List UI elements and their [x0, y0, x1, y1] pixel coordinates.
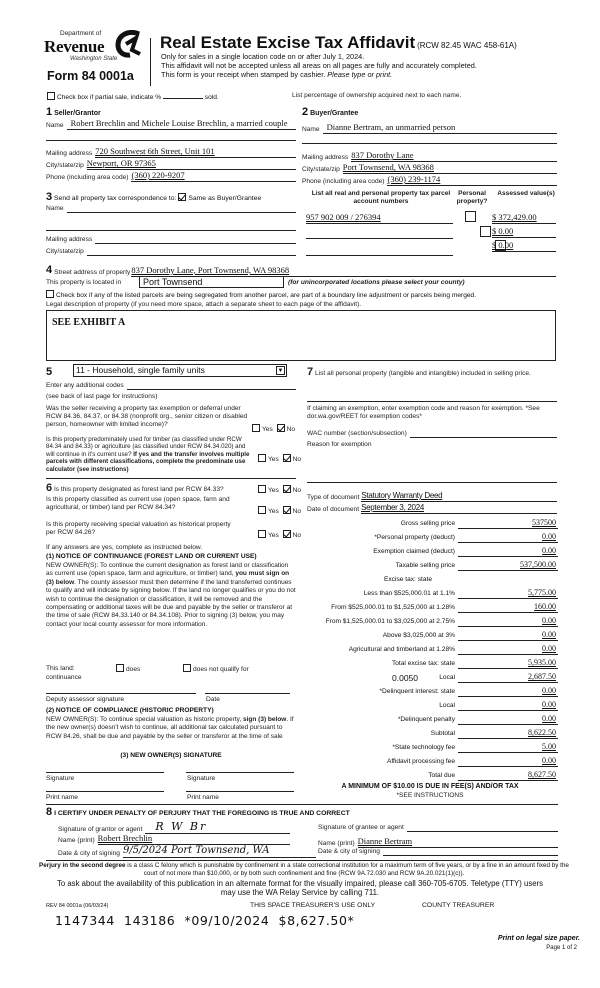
personal-property-checkbox-1[interactable]: [465, 211, 476, 222]
tier2-row: From $525,000.01 to $1,525,000 at 1.28% 160.00: [331, 602, 556, 612]
seller-section-title: 1 Seller/Grantor: [46, 106, 101, 118]
new-owner-signature-title: (3) NEW OWNER(S) SIGNATURE: [120, 752, 222, 759]
page-title: Real Estate Excise Tax Affidavit (RCW 82.45 WAC 458-61A): [160, 33, 517, 52]
reason-exemption-input[interactable]: [307, 482, 557, 483]
logo-agency: Revenue: [44, 37, 105, 56]
use-section-number: 5: [46, 366, 53, 378]
historical-no-checkbox[interactable]: [283, 530, 291, 538]
owner-signature-label-1: Signature: [46, 775, 75, 782]
parcel-number-1[interactable]: 957 902 009 / 276394: [306, 212, 453, 224]
section-divider-footer: [46, 860, 558, 861]
delinquent-interest-local-row: Local 0.00: [439, 700, 556, 710]
certify-title: 8 I CERTIFY UNDER PENALTY OF PERJURY THAT THE FOREGOING IS TRUE AND CORRECT: [46, 806, 350, 818]
personal-property-label: 7 List all personal property (tangible and intangible) included in selling price.: [307, 366, 531, 378]
seller-city-value: Newport, OR 97365: [86, 158, 156, 168]
forest-no-checkbox[interactable]: [283, 485, 291, 493]
buyer-city-value: Port Townsend, WA 98368: [342, 162, 434, 172]
tier4-row: Above $3,025,000 at 3% 0.00: [382, 630, 556, 640]
buyer-address-field[interactable]: Mailing address 837 Dorothy Lane: [302, 150, 557, 162]
total-state-tax[interactable]: 5,935.00: [528, 658, 556, 668]
legal-paper-note: Print on legal size paper.: [497, 935, 580, 942]
ownership-note: List percentage of ownership acquired next to each name.: [292, 92, 462, 99]
exemption-answer: Yes No: [252, 424, 295, 434]
located-in-select[interactable]: Port Townsend: [139, 276, 284, 288]
total-due[interactable]: 8,627.50: [528, 770, 556, 780]
document-type-value: Statutory Warranty Deed: [361, 491, 443, 500]
document-date-field[interactable]: Date of document September 3, 2024: [307, 503, 557, 514]
seller-city-field[interactable]: City/state/zip Newport, OR 97365: [46, 158, 296, 170]
assessed-value-1[interactable]: $ 372,429.00: [492, 212, 556, 224]
parcel-number-2[interactable]: [306, 229, 453, 239]
personal-col-header: Personal property?: [456, 190, 488, 205]
minimum-due-note: A MINIMUM OF $10.00 IS DUE IN FEE(S) AND/OR TAX: [341, 783, 519, 790]
timber-question: Is this property predominately used for timber (as classified under RCW 84.34 and 84.33) or agriculture (as classified under RCW 84.34.020) and will continue in it's current use? If yes and the transfer involves multiple parcels with different classifications, complete the predominate use calculator (see instructions): [46, 436, 250, 473]
section-divider: [46, 478, 296, 479]
assessed-col-header: Assessed value(s): [497, 190, 555, 197]
seller-name-line2[interactable]: [46, 140, 296, 141]
same-as-buyer-checkbox[interactable]: [178, 193, 186, 201]
tier1-value[interactable]: 5,775.00: [528, 588, 556, 598]
dropdown-arrow-icon[interactable]: ▼: [277, 368, 284, 374]
treasurer-stamp: 1147344 143186 *09/10/2024 $8,627.50*: [55, 913, 355, 928]
buyer-address-value: 837 Dorothy Lane: [351, 150, 414, 160]
logo-dept: Department of: [60, 30, 102, 37]
owner-signature-line-1[interactable]: [46, 772, 164, 773]
processing-fee-row: Affidavit processing fee 0.00: [386, 756, 556, 766]
deputy-signature-label: Deputy assessor signature: [46, 696, 125, 703]
correspondence-title: 3 Send all property tax correspondence to: Same as Buyer/Grantee: [46, 191, 262, 203]
seller-name-value: Robert Brechlin and Michele Louise Brechlin, a married couple: [70, 118, 288, 128]
timber-yes-checkbox[interactable]: [258, 454, 266, 462]
continuance-label: continuance: [46, 674, 82, 681]
owner-signature-label-2: Signature: [187, 775, 216, 782]
page-number: Page 1 of 2: [546, 945, 577, 951]
wac-number-field[interactable]: WAC number (section/subsection): [307, 430, 557, 438]
buyer-name-value: Dianne Bertram, an unmarried person: [326, 122, 456, 132]
owner-print-line-1[interactable]: [46, 791, 164, 792]
does-qualify-checkbox[interactable]: [116, 664, 124, 672]
document-type-field[interactable]: Type of document Statutory Warranty Deed: [307, 491, 557, 502]
historical-answer: Yes No: [258, 530, 301, 540]
grantee-signature-field[interactable]: Signature of grantee or agent: [318, 824, 558, 832]
property-street-value: 837 Dorothy Lane, Port Townsend, WA 98368: [131, 264, 290, 275]
local-tax-row: 0.0050 Local 2,687.50: [392, 672, 556, 683]
agricultural-row: Agricultural and timberland at 1.28% 0.00: [348, 644, 556, 654]
deputy-date-line[interactable]: [205, 693, 290, 694]
buyer-section-title: 2 Buyer/Grantee: [302, 106, 359, 118]
buyer-name-line2[interactable]: [302, 143, 557, 144]
see-instructions-note: *SEE INSTRUCTIONS: [396, 792, 464, 799]
document-date-value: September 3, 2024: [361, 503, 425, 512]
legal-description-box[interactable]: [46, 310, 556, 361]
delinquent-penalty-row: *Delinquent penalty 0.00: [397, 714, 556, 724]
personal-property-deduct[interactable]: 0.00: [542, 532, 556, 542]
agricultural-value[interactable]: 0.00: [542, 644, 556, 654]
grantor-date-field[interactable]: Date & city of signing 9/5/2024 Port Townsend, WA: [58, 845, 316, 858]
does-option: does: [116, 664, 140, 674]
parcel-col-header: List all real and personal property tax parcel account numbers: [311, 190, 451, 205]
tier2-value[interactable]: 160.00: [534, 602, 556, 612]
timber-answer: Yes No: [258, 454, 301, 464]
correspondence-name-field[interactable]: Name: [46, 205, 296, 213]
seller-name-field[interactable]: Name Robert Brechlin and Michele Louise Brechlin, a married couple: [46, 118, 296, 130]
logo-state: Washington State: [70, 56, 118, 62]
segregated-checkbox[interactable]: [46, 290, 54, 298]
parcel-number-3[interactable]: [306, 246, 453, 256]
tier3-row: From $1,525,000.01 to $3,025,000 at 2.75% 0.00: [325, 616, 556, 626]
this-land-label: This land:: [46, 665, 75, 672]
delinquent-interest-state-row: *Delinquent interest: state 0.00: [379, 686, 556, 696]
does-not-qualify-checkbox[interactable]: [183, 664, 191, 672]
partial-sale-percent-input[interactable]: [163, 93, 203, 99]
grantee-name-field[interactable]: Name (print) Dianne Bertram: [318, 836, 558, 848]
forest-answer: Yes No: [258, 485, 301, 495]
subtotal-row: Subtotal 8,622.50: [430, 728, 556, 738]
partial-sale: Check box if partial sale, indicate % sold.: [47, 92, 219, 102]
historical-yes-checkbox[interactable]: [258, 530, 266, 538]
tier1-row: Less than $525,000.01 at 1.1% 5,775.00: [363, 588, 556, 598]
revenue-swirl-icon: [114, 30, 144, 58]
correspondence-address-field[interactable]: Mailing address: [46, 236, 296, 244]
located-in-label: This property is located in: [46, 279, 122, 286]
current-use-yes-checkbox[interactable]: [258, 506, 266, 514]
grantor-date-value: 9/5/2024 Port Townsend, WA: [122, 845, 270, 856]
seller-phone-value: (360) 220-9207: [131, 170, 185, 180]
header-note-1: Only for sales in a single location code on or after July 1, 2024.: [161, 52, 365, 61]
timber-no-checkbox[interactable]: [283, 454, 291, 462]
owner-print-label-2: Print name: [187, 794, 219, 801]
delinquent-interest-state[interactable]: 0.00: [542, 686, 556, 696]
current-use-answer: Yes No: [258, 506, 301, 516]
located-in-note: (for unincorporated locations please select your county): [288, 279, 465, 286]
grantor-signature-field[interactable]: Signature of grantor or agent R W Br: [58, 820, 290, 834]
grantor-name-field[interactable]: Name (print) Robert Brechlin: [58, 833, 290, 845]
grantor-signature-value: R W Br: [155, 820, 208, 833]
does-not-option: does not qualify for: [183, 664, 249, 674]
forest-question: 6 Is this property designated as forest land per RCW 84.33?: [46, 482, 224, 494]
notice-compliance-title: (2) NOTICE OF COMPLIANCE (HISTORIC PROPERTY): [46, 707, 214, 714]
tier3-value[interactable]: 0.00: [542, 616, 556, 626]
buyer-phone-field[interactable]: Phone (including area code) (360) 239-1174: [302, 174, 557, 186]
current-use-question: Is this property classified as current use (open space, farm and agricultural, or timber) land per RCW 84.34?: [46, 496, 230, 511]
correspondence-name-line2[interactable]: [46, 230, 296, 231]
treasurer-use-label: THIS SPACE TREASURER'S USE ONLY: [250, 902, 376, 909]
technology-fee-row: *State technology fee 5.00: [392, 742, 556, 752]
deputy-date-label: Date: [206, 696, 220, 703]
gross-selling-price[interactable]: 537500: [532, 518, 556, 528]
owner-print-line-2[interactable]: [186, 791, 294, 792]
deputy-signature-line[interactable]: [46, 693, 196, 694]
current-use-no-checkbox[interactable]: [283, 506, 291, 514]
tier4-value[interactable]: 0.00: [542, 630, 556, 640]
subtotal[interactable]: 8,622.50: [528, 728, 556, 738]
additional-codes-field[interactable]: Enter any additional codes: [46, 382, 296, 390]
assessed-value-2[interactable]: $ 0.00: [492, 226, 556, 238]
excise-tax-state-heading: Excise tax: state: [383, 576, 432, 584]
seller-phone-field[interactable]: Phone (including area code) (360) 220-9207: [46, 170, 296, 182]
section-divider-8: [46, 804, 558, 805]
alt-format-notice: To ask about the availability of this publication in an alternate format for the visually impaired, please call 360-705-6705. Teletype (TTY) users may use the WA Relay Service by calling 711.: [56, 879, 544, 897]
grantee-date-field[interactable]: Date & city of signing: [318, 848, 558, 856]
exemption-yes-checkbox[interactable]: [252, 424, 260, 432]
delinquent-interest-local[interactable]: 0.00: [542, 700, 556, 710]
buyer-city-field[interactable]: City/state/zip Port Townsend, WA 98368: [302, 162, 557, 174]
buyer-phone-value: (360) 239-1174: [387, 174, 441, 184]
taxable-selling-price-row: Taxable selling price 537,500.00: [395, 560, 556, 570]
taxable-selling-price[interactable]: 537,500.00: [520, 560, 556, 570]
seller-address-field[interactable]: Mailing address 720 Southwest 6th Street, Unit 101: [46, 146, 296, 158]
exemption-question: Was the seller receiving a property tax exemption or deferral under RCW 84.36, 84.37, or 84.38 (nonprofit org., senior citizen or disabled person, homeowner with limited income)?: [46, 405, 248, 428]
local-rate[interactable]: 0.0050: [392, 672, 418, 683]
legal-description-value: SEE EXHIBIT A: [52, 317, 126, 328]
processing-fee[interactable]: 0.00: [542, 756, 556, 766]
form-number: Form 84 0001a: [47, 69, 134, 83]
grantee-name-value: Dianne Bertram: [357, 836, 413, 846]
exemption-no-checkbox[interactable]: [277, 424, 285, 432]
delinquent-penalty[interactable]: 0.00: [542, 714, 556, 724]
technology-fee[interactable]: 5.00: [542, 742, 556, 752]
if-yes-note: If any answers are yes, complete as instructed below.: [46, 544, 203, 551]
header-divider: [150, 38, 151, 86]
historical-question: Is this property receiving special valuation as historical property per RCW 84.26?: [46, 521, 231, 536]
reason-exemption-label: Reason for exemption: [307, 441, 372, 448]
notice-continuance-title: (1) NOTICE OF CONTINUANCE (FOREST LAND OR CURRENT USE): [46, 553, 257, 560]
legal-description-label: Legal description of property (if you need more space, attach a separate sheet to each page of the affidavit).: [46, 301, 362, 308]
local-tax[interactable]: 2,687.50: [528, 672, 556, 682]
property-street-field[interactable]: 4 Street address of property 837 Dorothy Lane, Port Townsend, WA 98368: [46, 264, 556, 277]
personal-property-input[interactable]: [307, 401, 557, 402]
grantor-name-value: Robert Brechlin: [97, 833, 153, 843]
county-treasurer-label: COUNTY TREASURER: [422, 902, 495, 909]
buyer-name-field[interactable]: Name Dianne Bertram, an unmarried person: [302, 122, 557, 134]
total-due-row: Total due 8,627.50: [428, 770, 556, 780]
exemption-deduct[interactable]: 0.00: [542, 546, 556, 556]
partial-sale-checkbox[interactable]: [47, 92, 55, 100]
exemption-code-label: If claiming an exemption, enter exemption code and reason for exemption. *See dor.wa.gov/REET for exemption codes*: [307, 405, 540, 420]
additional-codes-note: (see back of last page for instructions): [46, 393, 158, 400]
personal-property-deduct-row: *Personal property (deduct) 0.00: [374, 532, 556, 542]
total-state-tax-row: Total excise tax: state 5,935.00: [391, 658, 556, 668]
gross-selling-price-row: Gross selling price 537500: [400, 518, 556, 528]
header-note-2: This affidavit will not be accepted unless all areas on all pages are fully and accurately completed.: [161, 61, 477, 70]
personal-property-checkbox-2[interactable]: [480, 226, 491, 237]
assessed-value-3[interactable]: $ 0.00: [492, 240, 556, 252]
segregated-row: Check box if any of the listed parcels are being segregated from another parcel, are part of a boundary line adjustment or parcels being merged.: [46, 290, 476, 300]
owner-print-label-1: Print name: [46, 794, 78, 801]
forest-yes-checkbox[interactable]: [258, 485, 266, 493]
correspondence-city-field[interactable]: City/state/zip: [46, 248, 296, 256]
owner-signature-line-2[interactable]: [186, 772, 294, 773]
exemption-deduct-row: Exemption claimed (deduct) 0.00: [373, 546, 556, 556]
revision-label: REV 84 0001a (06/03/24): [46, 903, 109, 909]
header-note-3: This form is your receipt when stamped by cashier. Please type or print.: [161, 70, 393, 79]
perjury-notice: Perjury in the second degree is a class C felony which is punishable by confinement in a state correctional institution for a maximum term of five years, or by a fine in an amount fixed by the court of not more than $10,000, or by both such confinement and fine (RCW 9A.72.030 and RCW 9A.20.021(1)(c)).: [39, 862, 569, 877]
notice-compliance-text: NEW OWNER(S): To continue special valuation as historic property, sign (3) below. If the new owner(s) doesn't wish to continue, all additional tax calculated pursuant to RCW 84.26, shall be due and payable by the seller or transferor at the time of sale: [46, 716, 294, 740]
seller-address-value: 720 Southwest 6th Street, Unit 101: [95, 146, 215, 156]
land-use-select[interactable]: 11 - Household, single family units ▼: [73, 364, 287, 377]
notice-continuance-text: NEW OWNER(S): To continue the current designation as forest land or classification as current use (open space, farm and agriculture, or timber) land, you must sign on (3) below. The county assessor must then determine if the land transferred continues to qualify and will indicate by signing below. If the land no longer qualifies or you do not wish to continue the designation or classification, it will be removed and the compensating or additional taxes will be due and payable by the seller or transferor at the time of sale (RCW 84.33.140 or 84.34.108). Prior to signing (3) below, you may contact your local county assessor for more information.: [46, 562, 296, 628]
statute-ref: (RCW 82.45 WAC 458-61A): [417, 41, 517, 50]
